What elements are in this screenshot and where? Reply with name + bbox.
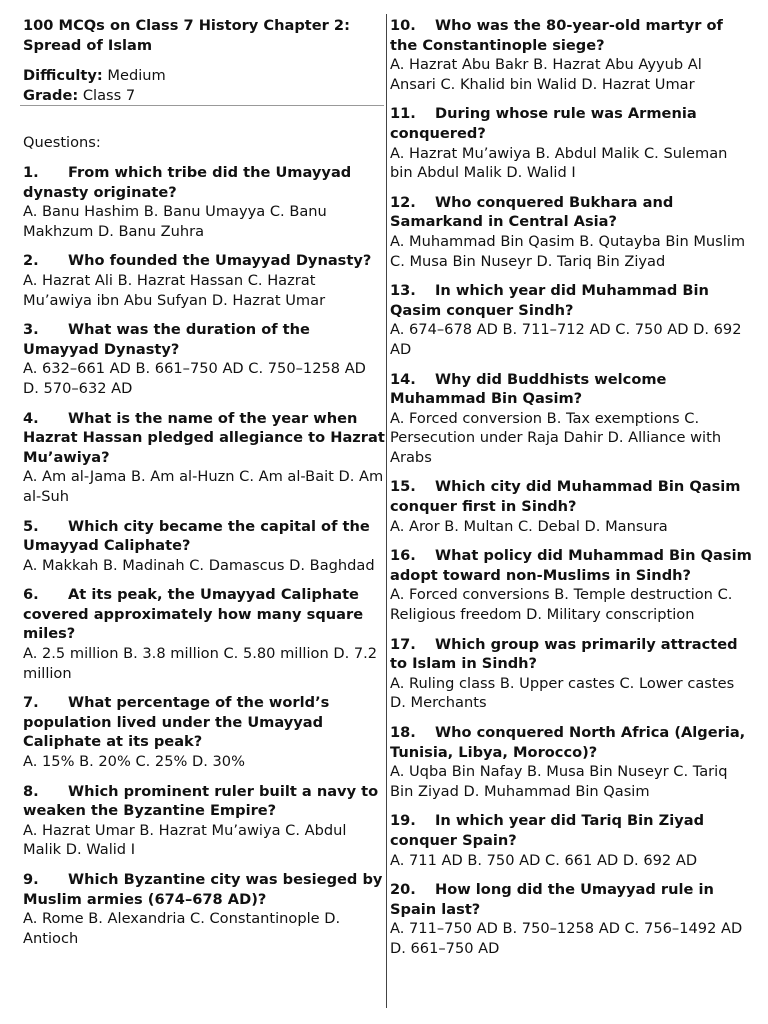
question-prompt: Why did Buddhists welcome Muhammad Bin Qasim? bbox=[390, 370, 667, 408]
question-item bbox=[23, 320, 385, 398]
question-options: A. Muhammad Bin Qasim B. Qutayba Bin Muslim C. Musa Bin Nuseyr D. Tariq Bin Ziyad bbox=[390, 232, 746, 270]
question-options: A. Makkah B. Madinah C. Damascus D. Baghdad bbox=[23, 556, 375, 574]
question-item bbox=[23, 870, 385, 948]
question-text bbox=[390, 811, 752, 850]
question-options: A. 2.5 million B. 3.8 million C. 5.80 million D. 7.2 million bbox=[23, 645, 378, 682]
question-prompt: In which year did Muhammad Bin Qasim conquer Sindh? bbox=[390, 282, 709, 319]
question-number: 10. bbox=[390, 17, 416, 34]
question-prompt: At its peak, the Umayyad Caliphate covered approximately how many square miles? bbox=[23, 586, 364, 643]
question-number: 8. bbox=[23, 782, 39, 800]
question-options: A. Aror B. Multan C. Debal D. Mansura bbox=[390, 517, 668, 535]
question-number: 6. bbox=[23, 586, 39, 604]
questions-heading: Questions: bbox=[23, 134, 101, 151]
question-options: A. Ruling class B. Upper castes C. Lower castes D. Merchants bbox=[390, 674, 735, 712]
header-divider bbox=[20, 105, 384, 106]
difficulty-line bbox=[23, 66, 383, 86]
question-prompt: What percentage of the world’s population lived under the Umayyad Caliphate at its peak? bbox=[23, 694, 330, 751]
question-item bbox=[23, 782, 385, 860]
question-prompt: Who conquered North Africa (Algeria, Tunisia, Libya, Morocco)? bbox=[390, 724, 746, 761]
question-number: 1. bbox=[23, 164, 39, 181]
question-item bbox=[390, 16, 752, 94]
question-item bbox=[390, 477, 752, 536]
question-number: 18. bbox=[390, 724, 416, 741]
question-text bbox=[23, 782, 385, 821]
column-divider bbox=[386, 14, 387, 1008]
question-item bbox=[390, 811, 752, 870]
question-text bbox=[390, 193, 752, 232]
question-item bbox=[390, 723, 752, 801]
question-text bbox=[390, 281, 752, 320]
question-text bbox=[23, 585, 385, 644]
question-options: A. 15% B. 20% C. 25% D. 30% bbox=[23, 753, 245, 771]
question-text bbox=[23, 251, 385, 271]
question-item bbox=[23, 693, 385, 771]
question-text bbox=[390, 477, 752, 516]
question-number: 3. bbox=[23, 321, 39, 339]
question-prompt: What policy did Muhammad Bin Qasim adopt toward non-Muslims in Sindh? bbox=[390, 547, 752, 584]
question-item bbox=[390, 370, 752, 468]
question-text bbox=[23, 163, 385, 202]
question-options: A. Forced conversions B. Temple destruction C. Religious freedom D. Military conscription bbox=[390, 586, 733, 624]
question-prompt: Which prominent ruler built a navy to weaken the Byzantine Empire? bbox=[23, 782, 379, 820]
question-item bbox=[390, 193, 752, 271]
question-text bbox=[23, 320, 385, 359]
question-options: A. 632–661 AD B. 661–750 AD C. 750–1258 AD D. 570–632 AD bbox=[23, 360, 366, 397]
question-prompt: During whose rule was Armenia conquered? bbox=[390, 105, 697, 142]
question-prompt: From which tribe did the Umayyad dynasty originate? bbox=[23, 164, 352, 201]
question-item bbox=[390, 104, 752, 182]
grade-label: Grade: bbox=[23, 86, 79, 104]
question-text bbox=[390, 16, 752, 55]
document-header bbox=[23, 16, 383, 105]
question-prompt: How long did the Umayyad rule in Spain last? bbox=[390, 881, 714, 918]
question-item bbox=[23, 163, 385, 241]
question-number: 5. bbox=[23, 517, 39, 535]
question-options: A. Rome B. Alexandria C. Constantinople D. Antioch bbox=[23, 910, 341, 947]
question-list-left bbox=[23, 163, 385, 958]
question-prompt: Who conquered Bukhara and Samarkand in Central Asia? bbox=[390, 193, 674, 231]
difficulty-value: Medium bbox=[107, 67, 166, 85]
question-prompt: Which group was primarily attracted to Islam in Sindh? bbox=[390, 635, 738, 673]
question-text bbox=[390, 370, 752, 409]
question-options: A. Forced conversion B. Tax exemptions C. Persecution under Raja Dahir D. Alliance with Arabs bbox=[390, 409, 722, 466]
question-item bbox=[390, 281, 752, 359]
question-number: 13. bbox=[390, 282, 416, 300]
question-text bbox=[23, 409, 385, 468]
question-text bbox=[390, 723, 752, 762]
question-text bbox=[23, 517, 385, 556]
question-text bbox=[23, 693, 385, 752]
question-item bbox=[23, 517, 385, 576]
question-number: 20. bbox=[390, 881, 416, 899]
question-item bbox=[23, 409, 385, 507]
question-number: 4. bbox=[23, 409, 39, 427]
grade-value: Class 7 bbox=[82, 86, 136, 104]
question-prompt: What was the duration of the Umayyad Dynasty? bbox=[23, 321, 310, 358]
question-prompt: Who founded the Umayyad Dynasty? bbox=[68, 252, 372, 270]
document-meta bbox=[23, 66, 383, 105]
question-prompt: Which Byzantine city was besieged by Muslim armies (674–678 AD)? bbox=[23, 871, 383, 908]
question-text bbox=[390, 546, 752, 585]
question-item bbox=[23, 251, 385, 310]
question-number: 2. bbox=[23, 252, 39, 270]
question-list-right bbox=[390, 16, 752, 969]
question-number: 16. bbox=[390, 547, 416, 565]
question-text bbox=[390, 880, 752, 919]
question-text bbox=[390, 635, 752, 674]
question-number: 19. bbox=[390, 812, 416, 830]
question-options: A. Hazrat Abu Bakr B. Hazrat Abu Ayyub Al Ansari C. Khalid bin Walid D. Hazrat Umar bbox=[390, 56, 702, 93]
question-options: A. Banu Hashim B. Banu Umayya C. Banu Makhzum D. Banu Zuhra bbox=[23, 203, 327, 240]
question-item bbox=[23, 585, 385, 683]
question-options: A. Uqba Bin Nafay B. Musa Bin Nuseyr C. Tariq Bin Ziyad D. Muhammad Bin Qasim bbox=[390, 763, 728, 800]
question-options: A. Hazrat Ali B. Hazrat Hassan C. Hazrat Mu’awiya ibn Abu Sufyan D. Hazrat Umar bbox=[23, 271, 326, 309]
question-options: A. 711 AD B. 750 AD C. 661 AD D. 692 AD bbox=[390, 851, 698, 869]
question-prompt: What is the name of the year when Hazrat Hassan pledged allegiance to Hazrat Mu’awiya? bbox=[23, 409, 385, 466]
grade-line bbox=[23, 86, 383, 106]
question-prompt: Who was the 80-year-old martyr of the Constantinople siege? bbox=[390, 17, 723, 54]
question-item bbox=[390, 635, 752, 713]
question-number: 12. bbox=[390, 193, 416, 211]
question-prompt: In which year did Tariq Bin Ziyad conquer Spain? bbox=[390, 812, 705, 849]
question-text bbox=[23, 870, 385, 909]
question-number: 15. bbox=[390, 478, 416, 496]
question-number: 7. bbox=[23, 694, 39, 712]
question-prompt: Which city became the capital of the Umayyad Caliphate? bbox=[23, 517, 370, 555]
question-number: 14. bbox=[390, 370, 416, 388]
question-options: A. Hazrat Umar B. Hazrat Mu’awiya C. Abdul Malik D. Walid I bbox=[23, 821, 347, 859]
question-options: A. Hazrat Mu’awiya B. Abdul Malik C. Suleman bin Abdul Malik D. Walid I bbox=[390, 144, 728, 182]
question-options: A. Am al-Jama B. Am al-Huzn C. Am al-Bait D. Am al-Suh bbox=[23, 468, 384, 505]
question-options: A. 674–678 AD B. 711–712 AD C. 750 AD D. 692 AD bbox=[390, 321, 742, 358]
question-options: A. 711–750 AD B. 750–1258 AD C. 756–1492 AD D. 661–750 AD bbox=[390, 920, 743, 957]
difficulty-label: Difficulty: bbox=[23, 67, 103, 85]
question-prompt: Which city did Muhammad Bin Qasim conquer first in Sindh? bbox=[390, 478, 741, 516]
question-item bbox=[390, 880, 752, 958]
question-text bbox=[390, 104, 752, 143]
document-title: 100 MCQs on Class 7 History Chapter 2: Spread of Islam bbox=[23, 17, 350, 54]
question-item bbox=[390, 546, 752, 624]
question-number: 17. bbox=[390, 635, 416, 653]
question-number: 9. bbox=[23, 871, 39, 888]
question-number: 11. bbox=[390, 105, 416, 123]
